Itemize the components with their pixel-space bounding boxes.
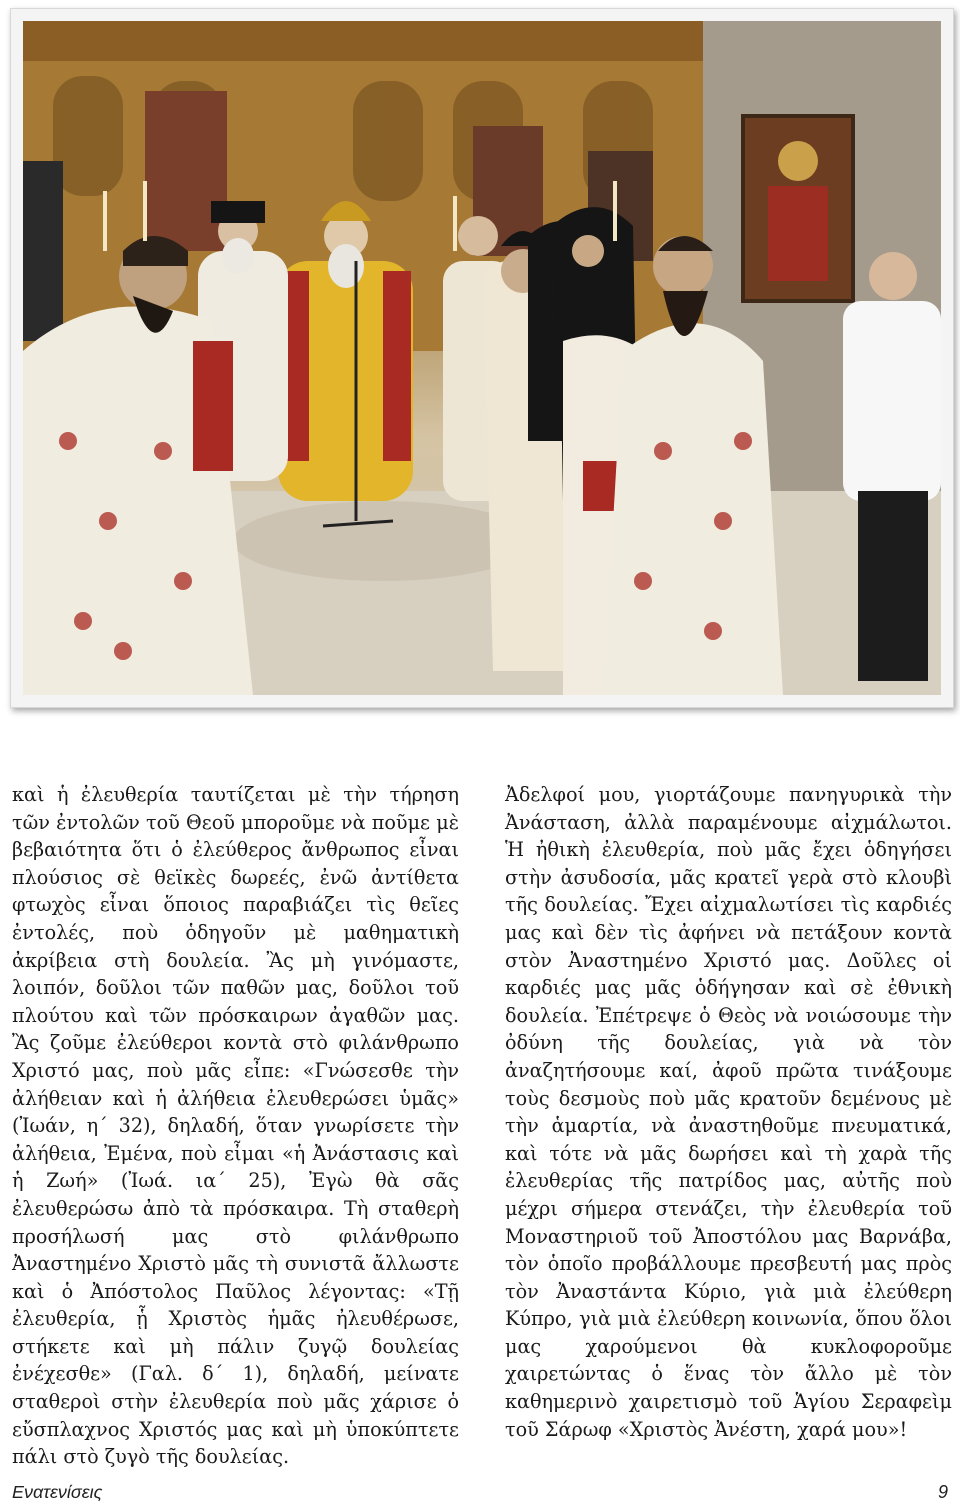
icon-panel-left — [145, 91, 227, 251]
page-number: 9 — [937, 1482, 948, 1502]
article-paragraph-left: καὶ ἡ ἐλευθερία ταυτίζεται μὲ τὴν τήρηση τῶν ἐντολῶν τοῦ Θεοῦ μποροῦμε νὰ ποῦμε μὲ βεβαιότητα ὅτι ὁ ἐλεύθερος ἄνθρωπος εἶναι πλούσιος σὲ θεϊκὲς δωρεές, ἐνῶ ἀντίθετα φτωχὸς εἶναι ὅποιος παραβιάζει τὶς θεῖες ἐντολές, ποὺ ὁδηγοῦν μὲ μαθηματικὴ ἀκρίβεια στὴ δουλεία. Ἂς μὴ γινόμαστε, λοιπόν, δοῦλοι τῶν παθῶν μας, δοῦλοι τοῦ πλούτου καὶ τῶν πρόσκαιρων ἀγαθῶν μας. Ἂς ζοῦμε ἐλεύθεροι κοντὰ στὸ φιλάνθρωπο Χριστό μας, ποὺ μᾶς εἶπε: «Γνώσεσθε τὴν ἀλήθειαν καὶ ἡ ἀλήθεια ἐλευθερώσει ὑμᾶς» (Ἰωάν, η΄ 32), δηλαδή, ὅταν γνωρίσετε τὴν ἀλήθεια, Ἐμένα, ποὺ εἶμαι «ἡ Ἀνάστασις καὶ ἡ Ζωή» (Ἰωά. ια΄ 25), Ἐγὼ θὰ σᾶς ἐλευθερώσω ἀπὸ τὰ πρόσκαιρα. Τὴ σταθερὴ προσήλωσή μας στὸ φιλάνθρωπο Ἀναστημένο Χριστὸ μᾶς τὴ συνιστᾶ ἄλλωστε καὶ ὁ Ἀπόστολος Παῦλος λέγοντας: «Τῇ ἐλευθερία, ᾗ Χριστὸς ἡμᾶς ἠλευθέρωσε, στήκετε καὶ μὴ πάλιν ζυγῷ δουλείας ἐνέχεσθε» (Γαλ. δ΄ 1), δηλαδή, μείνατε σταθεροὶ στὴν ἐλευθερία ποὺ μᾶς χάρισε ὁ εὔσπλαχνος Χριστός μας καὶ μὴ ὑποκύπτετε πάλι στὸ ζυγὸ τῆς δουλείας. — [12, 783, 459, 1469]
liturgy-illustration — [23, 21, 941, 695]
article-paragraph-right: Ἀδελφοί μου, γιορτάζουμε πανηγυρικὰ τὴν Ἀνάσταση, ἀλλὰ παραμένουμε αἰχμάλωτοι. Ἡ ἠθικὴ ἐλευθερία, ποὺ μᾶς ἔχει ὁδηγήσει στὴν ἀσυδοσία, μᾶς κρατεῖ γερὰ στὸ κλουβὶ τῆς δουλείας. Ἔχει αἰχμαλωτίσει τὶς καρδιές μας καὶ δὲν τὶς ἀφήνει νὰ πετάξουν κοντὰ στὸν Ἀναστημένο Χριστό μας. Δοῦλες οἱ καρδιές μας μᾶς ὁδήγησαν καὶ σὲ ἐθνικὴ δουλεία. Ἐπέτρεψε ὁ Θεὸς νὰ νοιώσουμε τὴν ὀδύνη τῆς δουλείας, γιὰ νὰ τὸν ἀναζητήσουμε καί, ἀφοῦ πρῶτα τινάξουμε τοὺς δεσμοὺς ποὺ μᾶς κρατοῦν δεμένους μὲ τὴν ἁμαρτία, νὰ ἀναστηθοῦμε πνευματικά, καὶ τότε νὰ μᾶς δωρήσει καὶ τὴ χαρὰ τῆς ἐλευθερίας τῆς πατρίδος μας, αὐτῆς ποὺ μέχρι σήμερα στενάζει, τὴν ἐλευθερία τοῦ Μοναστηριοῦ τοῦ Ἀποστόλου μας Βαρνάβα, τὸν ὁποῖο προβάλλουμε πρεσβευτή μας πρὸς τὸν Ἀναστάντα Κύριο, γιὰ μιὰ ἐλεύθερη Κύπρο, γιὰ μιὰ ἐλεύθερη κοινωνία, ὅπου ὅλοι μας χαρούμενοι θὰ κυκλοφοροῦμε χαιρετώντας ὁ ἕνας τὸν ἄλλο μὲ τὸν καθημερινὸ χαιρετισμὸ τοῦ Ἁγίου Σεραφεὶμ τοῦ Σάρωφ «Χριστὸς Ἀνέστη, χαρά μου»! — [505, 783, 952, 1441]
liturgy-photo — [23, 21, 941, 695]
publication-name: Ενατενίσεις — [12, 1482, 103, 1502]
article-column-right — [505, 781, 952, 1443]
article-column-left — [12, 781, 459, 1471]
photo-frame — [10, 8, 954, 708]
